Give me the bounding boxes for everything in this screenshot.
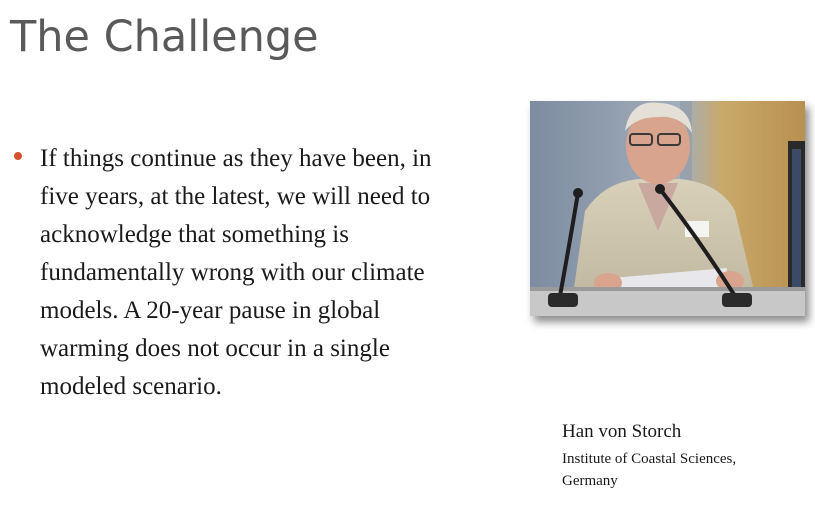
bullet-list: [14, 140, 454, 406]
bullet-text: If things continue as they have been, in five years, at the latest, we will need to acknowledge that something is fundamentally wrong with our climate models. A 20-year pause in global warming does not occur in a single modeled scenario.: [40, 145, 432, 400]
speaker-photo: [530, 101, 805, 316]
bullet-dot-icon: [14, 152, 22, 160]
speaker-photo-illustration: [530, 101, 805, 316]
caption-name: Han von Storch: [562, 421, 682, 442]
caption-affiliation: Institute of Coastal Sciences, Germany: [562, 451, 737, 489]
bullet-item: [14, 140, 454, 406]
slide-title: The Challenge: [10, 12, 319, 62]
photo-caption: [562, 420, 782, 492]
